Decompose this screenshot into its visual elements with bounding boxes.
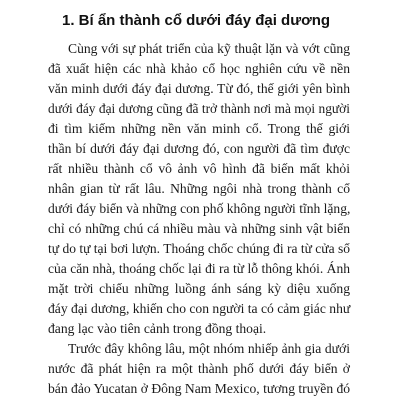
text-line: Trước đây không lâu, một nhóm nhiếp ảnh gia dưới	[68, 341, 350, 356]
text-line: dưới đáy biển và những con phố không người tĩnh lặng,	[48, 201, 351, 216]
text-line: Cùng với sự phát triển của kỹ thuật lặn và vớt cũng	[68, 41, 350, 56]
text-line: bán đảo Yucatan ở Đông Nam Mexico, tương truyền đó	[48, 381, 351, 396]
text-line: nước đã phát hiện ra một thành phố dưới đáy biển ở	[48, 361, 350, 376]
text-line: của căn nhà, thoáng chốc lại đi ra từ lỗ thông khói. Ánh	[48, 261, 350, 276]
text-line: nhân gian từ rất lâu. Những ngôi nhà trong thành cổ	[48, 181, 350, 196]
text-line: đi tìm kiếm những nền văn minh cổ. Trong thế giới	[48, 121, 350, 136]
text-line: chỉ có những chú cá nhiều màu và những sinh vật biển	[48, 221, 350, 236]
text-line: dưới đáy đại dương cũng đã trở thành nơi mà mọi người	[48, 101, 350, 116]
text-line: đã xuất hiện các nhà khảo cổ học nghiên cứu về nền	[48, 61, 350, 76]
text-line: tự do tự tại bơi lượn. Thoáng chốc chúng đi ra từ cửa sổ	[48, 241, 350, 256]
text-line: thần bí dưới đáy đại dương đó, con người đã tìm được	[48, 141, 350, 156]
text-line: rất nhiều thành cổ vô ảnh vô hình đã biến mất khỏi	[48, 161, 350, 176]
text-line: mặt trời chiếu những luồng ánh sáng kỳ diệu xuống	[48, 281, 350, 296]
text-line: đang lạc vào tiên cảnh trong đồng thoại.	[48, 321, 267, 336]
text-line: văn minh dưới đáy đại dương. Từ đó, thế giới yên bình	[48, 81, 350, 96]
text-line: đáy đại dương, khiến cho con người ta có cảm giác như	[48, 301, 351, 316]
section-heading: 1. Bí ẩn thành cổ dưới đáy đại dương	[62, 12, 331, 29]
